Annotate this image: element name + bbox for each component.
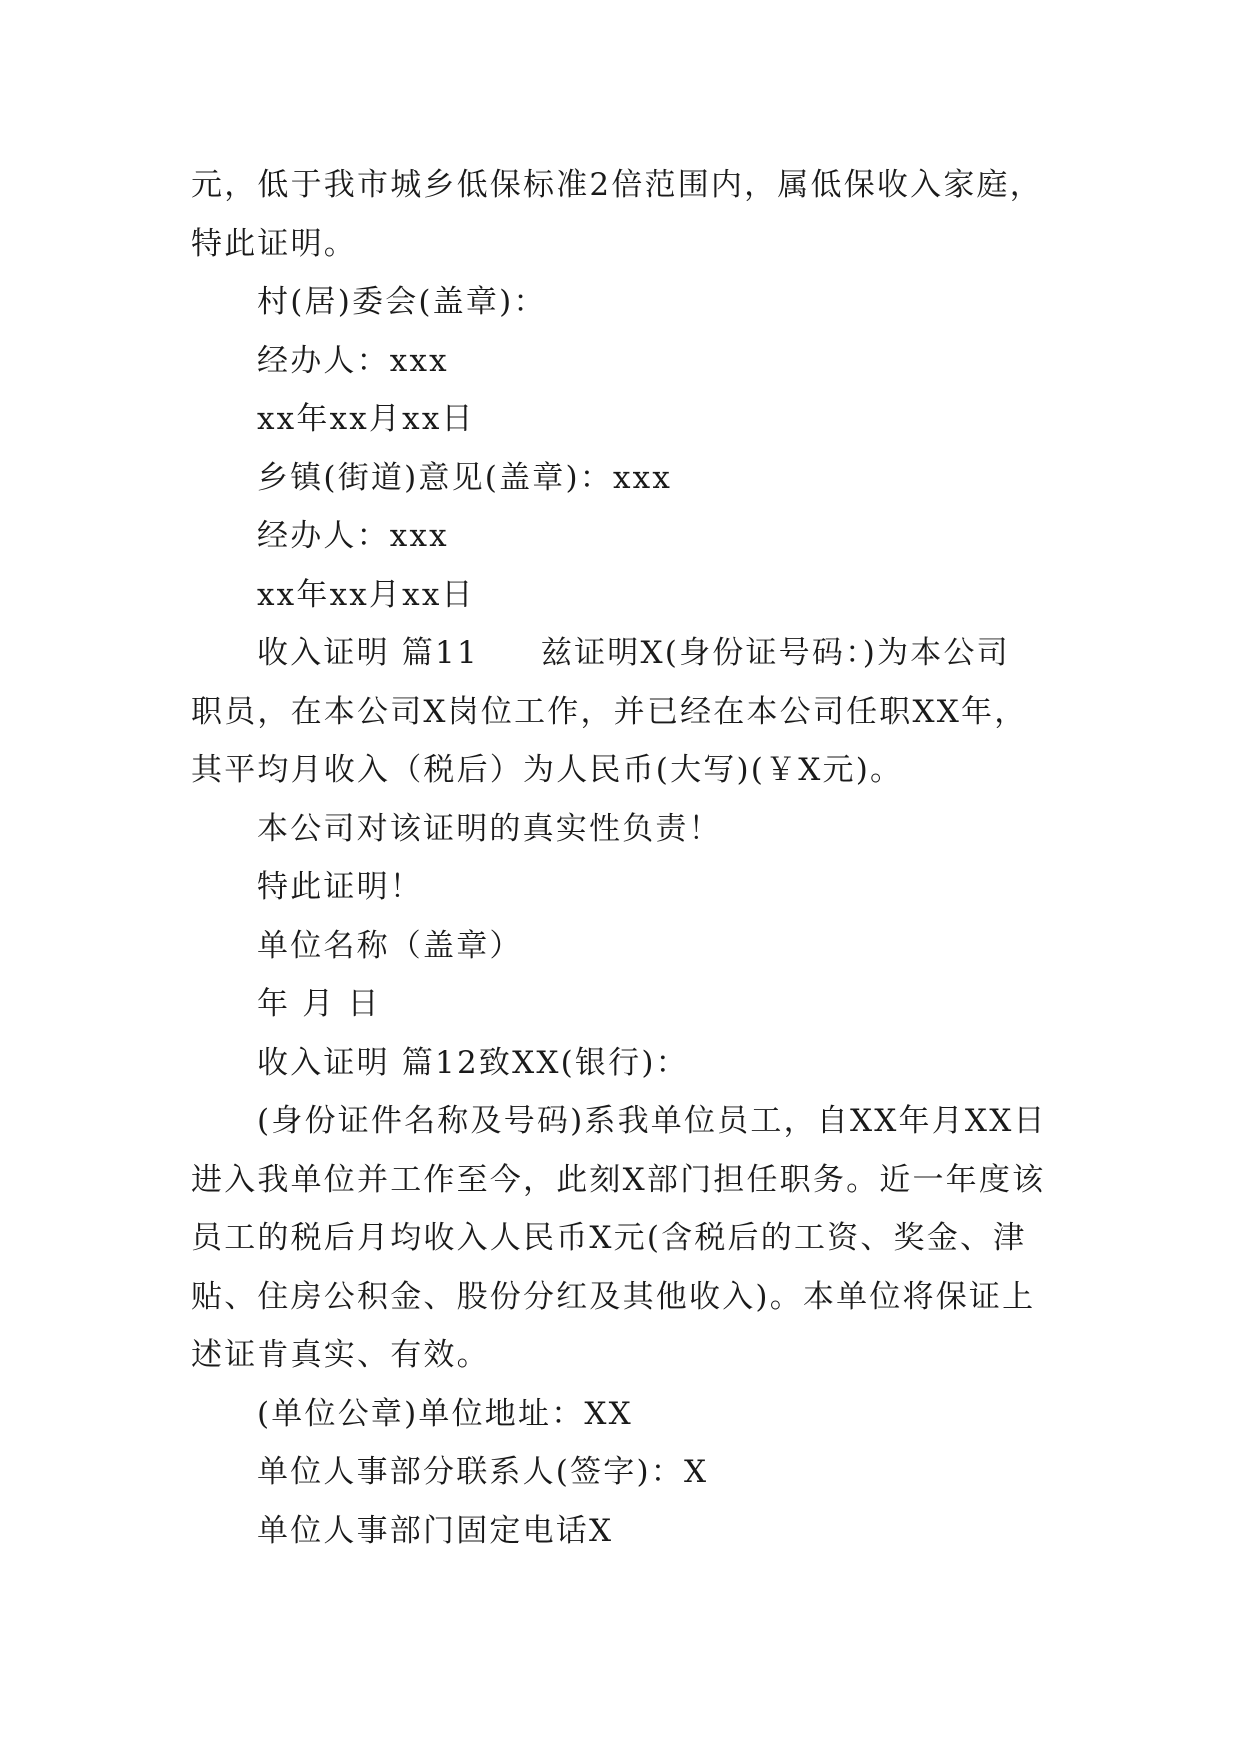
handler-line: 经办人：xxx (257, 518, 449, 554)
paragraph-line: 员工的税后月均收入人民币X元(含税后的工资、奖金、津 (191, 1220, 1027, 1256)
hr-contact-line: 单位人事部分联系人(签字)：X (257, 1454, 709, 1490)
date-line: xx年xx月xx日 (257, 576, 475, 613)
document-body (191, 156, 1051, 1560)
hr-phone-line: 单位人事部门固定电话X (257, 1512, 614, 1549)
paragraph-line: (身份证件名称及号码)系我单位员工，自XX年月XX日 (257, 1103, 1047, 1139)
paragraph-line: 其平均月收入（税后）为人民币(大写)(￥X元)。 (191, 752, 904, 788)
paragraph-line: 贴、住房公积金、股份分红及其他收入)。本单位将保证上 (191, 1278, 1036, 1315)
paragraph-line: 特此证明。 (191, 225, 357, 262)
responsibility-line: 本公司对该证明的真实性负责！ (257, 810, 722, 847)
section-11-first-line (191, 624, 1051, 683)
section-11-heading: 收入证明 篇11 (257, 635, 479, 671)
paragraph-line: 职员，在本公司X岗位工作，并已经在本公司任职XX年， (191, 693, 1028, 730)
date-line: 年 月 日 (257, 986, 381, 1022)
date-line: xx年xx月xx日 (257, 401, 475, 437)
unit-address-line: (单位公章)单位地址：XX (257, 1395, 633, 1432)
section-12-heading: 收入证明 篇12致XX(银行)： (257, 1044, 689, 1081)
village-committee-seal-line: 村(居)委会(盖章)： (257, 284, 547, 320)
township-opinion-line: 乡镇(街道)意见(盖章)：xxx (257, 459, 673, 496)
section-11-intro: 兹证明X(身份证号码：)为本公司 (540, 635, 1010, 671)
paragraph-line: 进入我单位并工作至今，此刻X部门担任职务。近一年度该 (191, 1161, 1046, 1198)
unit-name-seal-line: 单位名称（盖章） (257, 927, 523, 964)
handler-line: 经办人：xxx (257, 342, 449, 379)
certify-line: 特此证明！ (257, 869, 423, 905)
paragraph-line: 元，低于我市城乡低保标准2倍范围内，属低保收入家庭， (191, 167, 1043, 203)
paragraph-line: 述证肯真实、有效。 (191, 1337, 490, 1373)
